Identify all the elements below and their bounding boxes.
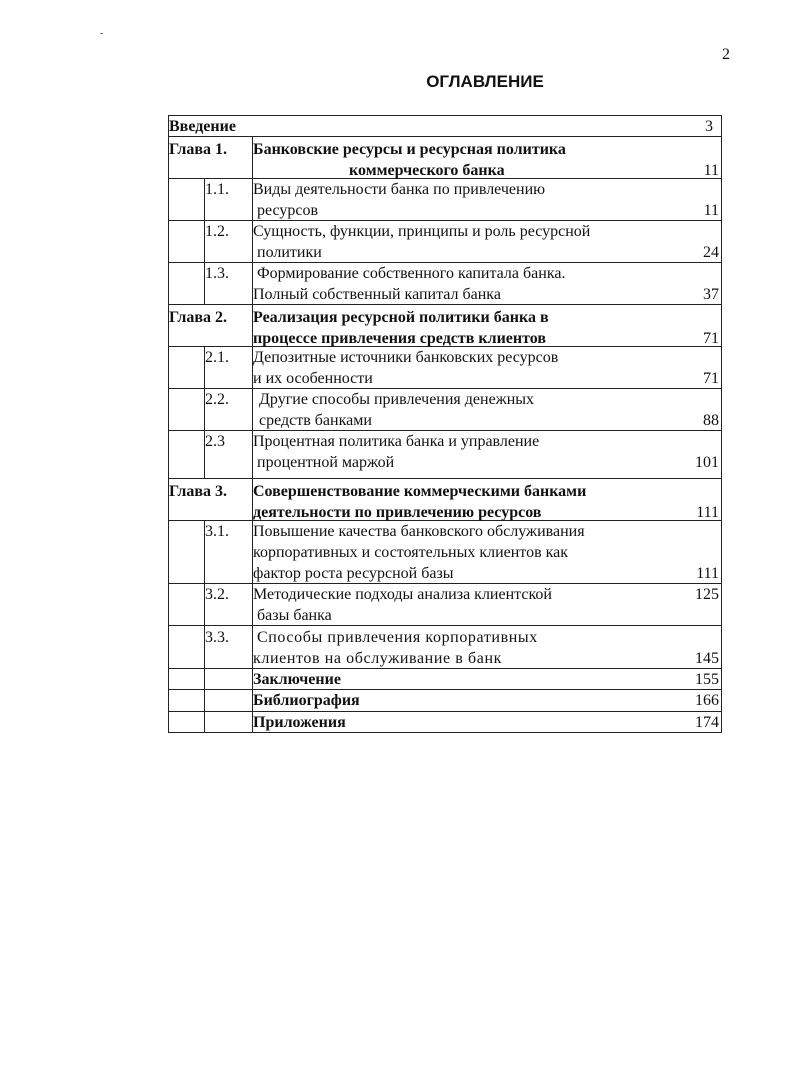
toc-row-section-2-2 xyxy=(169,389,721,431)
section-1-3-title: Формирование собственного капитала банка. Полный собственный капитал банка xyxy=(253,265,566,303)
chapter-3-title: Совершенствование коммерческими банками деятельности по привлечению ресурсов xyxy=(253,483,587,521)
page-number: 2 xyxy=(722,46,730,63)
toc-row-section-2-3 xyxy=(169,431,721,479)
page-title: ОГЛАВЛЕНИЕ xyxy=(426,72,544,91)
section-1-1-number: 1.1. xyxy=(205,181,229,198)
conclusion-label: Заключение xyxy=(253,671,341,688)
chapter-1-title: Банковские ресурсы и ресурсная политика коммерческого банка xyxy=(253,141,566,179)
section-2-1-page: 71 xyxy=(703,370,719,387)
section-2-2-number: 2.2. xyxy=(205,391,229,408)
chapter-3-label: Глава 3. xyxy=(169,483,227,500)
toc-row-conclusion xyxy=(169,669,721,690)
section-3-2-page: 125 xyxy=(695,586,719,603)
section-2-1-title: Депозитные источники банковских ресурсов и их особенности xyxy=(253,349,559,387)
toc-row-section-1-3 xyxy=(169,263,721,305)
toc-row-intro xyxy=(169,116,721,137)
chapter-2-label: Глава 2. xyxy=(169,309,227,326)
section-1-2-page: 24 xyxy=(703,244,719,261)
chapter-1-label: Глава 1. xyxy=(169,141,227,158)
section-2-3-page: 101 xyxy=(695,454,719,471)
section-3-3-number: 3.3. xyxy=(205,629,229,646)
section-3-2-title: Методические подходы анализа клиентской базы банка xyxy=(253,586,552,624)
section-1-1-page: 11 xyxy=(703,202,719,219)
section-3-1-number: 3.1. xyxy=(205,523,229,540)
toc-row-section-2-1 xyxy=(169,347,721,389)
section-3-1-page: 111 xyxy=(696,565,719,582)
chapter-3-page: 111 xyxy=(696,504,719,521)
section-3-3-title: Способы привлечения корпоративных клиентов на обслуживание в банк xyxy=(253,629,538,667)
section-1-2-number: 1.2. xyxy=(205,223,229,240)
toc-table xyxy=(168,115,722,733)
bibliography-page: 166 xyxy=(695,692,719,709)
section-1-3-number: 1.3. xyxy=(205,265,229,282)
intro-label: Введение xyxy=(169,118,236,135)
appendices-label: Приложения xyxy=(253,714,346,731)
section-2-1-number: 2.1. xyxy=(205,349,229,366)
section-3-3-page: 145 xyxy=(695,650,719,667)
toc-row-section-3-1 xyxy=(169,521,721,584)
toc-row-chapter-3 xyxy=(169,479,721,521)
section-1-3-page: 37 xyxy=(703,286,719,303)
section-2-2-page: 88 xyxy=(703,412,719,429)
toc-row-section-3-3 xyxy=(169,626,721,669)
section-2-3-title: Процентная политика банка и управление процентной маржой xyxy=(253,433,540,471)
intro-page: 3 xyxy=(705,118,713,135)
chapter-1-page: 11 xyxy=(703,162,719,179)
appendices-page: 174 xyxy=(695,714,719,731)
section-2-3-number: 2.3 xyxy=(205,433,225,450)
bibliography-label: Библиография xyxy=(253,692,360,709)
toc-row-appendices xyxy=(169,712,721,733)
chapter-2-page: 71 xyxy=(703,330,719,347)
section-2-2-title: Другие способы привлечения денежных средств банками xyxy=(259,391,535,429)
section-3-1-title: Повышение качества банковского обслуживания корпоративных и состоятельных клиентов как фактор роста ресурсной базы xyxy=(253,523,585,582)
toc-row-section-1-2 xyxy=(169,221,721,263)
toc-row-chapter-2 xyxy=(169,305,721,347)
toc-row-bibliography xyxy=(169,690,721,712)
toc-row-section-1-1 xyxy=(169,179,721,221)
section-3-2-number: 3.2. xyxy=(205,586,229,603)
margin-mark: - xyxy=(100,28,104,39)
conclusion-page: 155 xyxy=(695,671,719,688)
chapter-2-title: Реализация ресурсной политики банка в процессе привлечения средств клиентов xyxy=(253,309,549,347)
toc-row-chapter-1 xyxy=(169,137,721,179)
section-1-1-title: Виды деятельности банка по привлечению ресурсов xyxy=(253,181,546,219)
toc-row-section-3-2 xyxy=(169,584,721,626)
section-1-2-title: Сущность, функции, принципы и роль ресурсной политики xyxy=(253,223,591,261)
